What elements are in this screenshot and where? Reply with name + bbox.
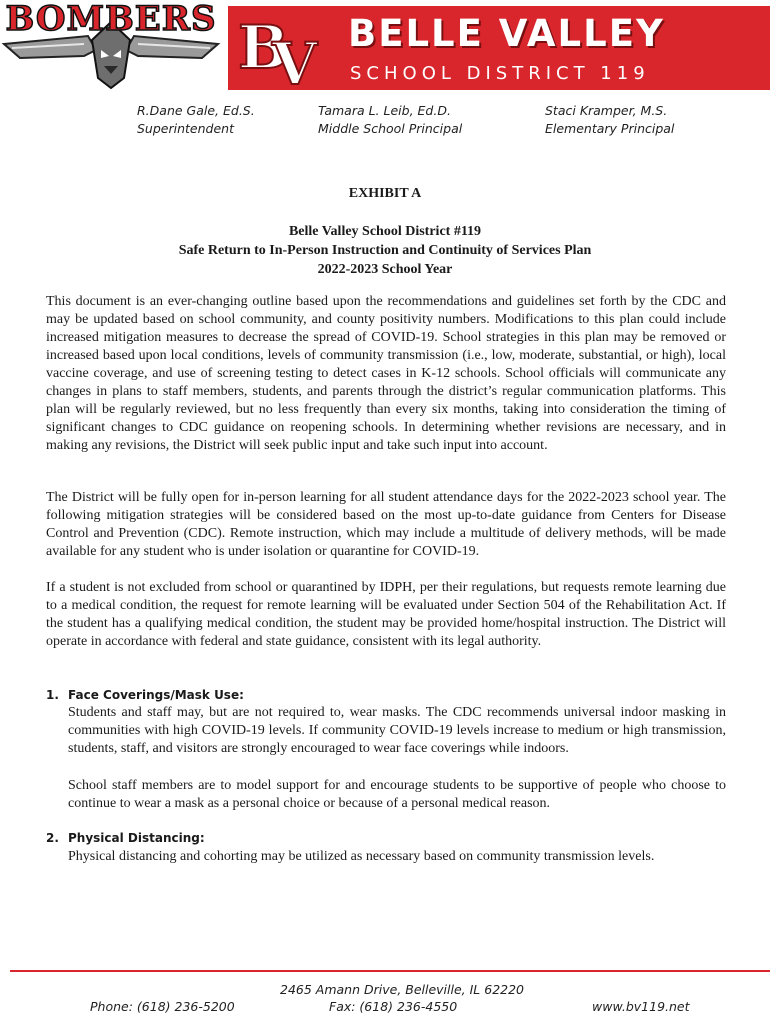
section-title-physical-distancing: Physical Distancing: (68, 831, 205, 845)
staff-superintendent (137, 102, 255, 138)
svg-text:B: B (238, 13, 289, 83)
footer-fax: Fax: (618) 236-4550 (329, 999, 458, 1014)
in-person-paragraph: The District will be fully open for in-person learning for all student attendance days for the 2022-2023 school year. The following mitigation strategies will be considered based on the most up-to-date guidance from Centers for Disease Control and Prevention (CDC). Remote instruction, which may include a multitude of delivery methods, will be made available for any student who is under isolation or quarantine for COVID-19. (46, 490, 726, 559)
section-text-masks: Students and staff may, but are not required to, wear masks. The CDC recommends universal indoor masking in communities with high COVID-19 levels. If community COVID-19 levels increase to medium or high transmission, students, staff, and visitors are strongly encouraged to wear face coverings while indoors. (68, 705, 726, 756)
remote-learning-paragraph: If a student is not excluded from school or quarantined by IDPH, per their regulations, but requests remote learning due to a medical condition, the request for remote learning will be evaluated under Section 504 of the Rehabilitation Act. If the student has a qualifying medical condition, the student may be provided home/hospital instruction. The District will operate in accordance with federal and state guidance, consistent with its legal authority. (46, 580, 726, 649)
footer-divider (10, 970, 770, 972)
staff-middle-principal (318, 102, 462, 138)
district-subtitle: SCHOOL DISTRICT 119 (350, 63, 650, 84)
district-banner (228, 6, 770, 98)
section-number: 2. (46, 831, 59, 845)
footer-phone: Phone: (618) 236-5200 (90, 999, 235, 1014)
document-heading (0, 222, 770, 279)
staff-title: Superintendent (137, 121, 234, 136)
footer-address: 2465 Amann Drive, Belleville, IL 62220 (280, 982, 525, 997)
heading-plan-title: Safe Return to In-Person Instruction and Continuity of Services Plan (178, 243, 592, 258)
staff-title: Middle School Principal (318, 121, 463, 136)
svg-text:BOMBERS: BOMBERS (5, 0, 217, 39)
section-title-face-coverings: Face Coverings/Mask Use: (68, 688, 244, 702)
bv-monogram (238, 10, 318, 98)
staff-name: R.Dane Gale, Ed.S. (137, 103, 255, 118)
heading-school-year: 2022-2023 School Year (317, 262, 453, 277)
svg-text:V: V (272, 30, 318, 98)
staff-elementary-principal (545, 102, 674, 138)
intro-paragraph: This document is an ever-changing outline based upon the recommendations and guidelines set forth by the CDC and may be updated based on school community, and county positivity numbers. Modifications to this plan could include increased mitigation measures to decrease the spread of COVID-19. School strategies in this plan may be removed or increased based upon local conditions, levels of community transmission (i.e., low, moderate, substantial, or high), local vaccine coverage, and use of screening testing to detect cases in K-12 schools. School officials will communicate any changes in plans to staff members, students, and parents through the district’s regular communication platforms. This plan will be regularly reviewed, but no less frequently than every six months, taking into consideration the timing of significant changes to CDC guidance on reopening schools. In determining whether revisions are necessary, and in making any revisions, the District will seek public input and take such input into account. (46, 294, 726, 453)
section-number: 1. (46, 688, 59, 702)
staff-name: Tamara L. Leib, Ed.D. (318, 103, 451, 118)
district-name: BELLE VALLEY (348, 12, 665, 55)
staff-name: Staci Kramper, M.S. (545, 103, 668, 118)
heading-district: Belle Valley School District #119 (288, 224, 482, 239)
section-text-distancing: Physical distancing and cohorting may be utilized as necessary based on community transmission levels. (68, 849, 655, 864)
staff-title: Elementary Principal (545, 121, 675, 136)
footer-website[interactable]: www.bv119.net (592, 999, 690, 1014)
bombers-logo (0, 0, 222, 92)
section-text-mask-support: School staff members are to model support for and encourage students to be supportive of people who choose to continue to wear a mask as a personal choice or because of a personal medical reason. (68, 778, 726, 811)
exhibit-label: EXHIBIT A (348, 186, 422, 201)
